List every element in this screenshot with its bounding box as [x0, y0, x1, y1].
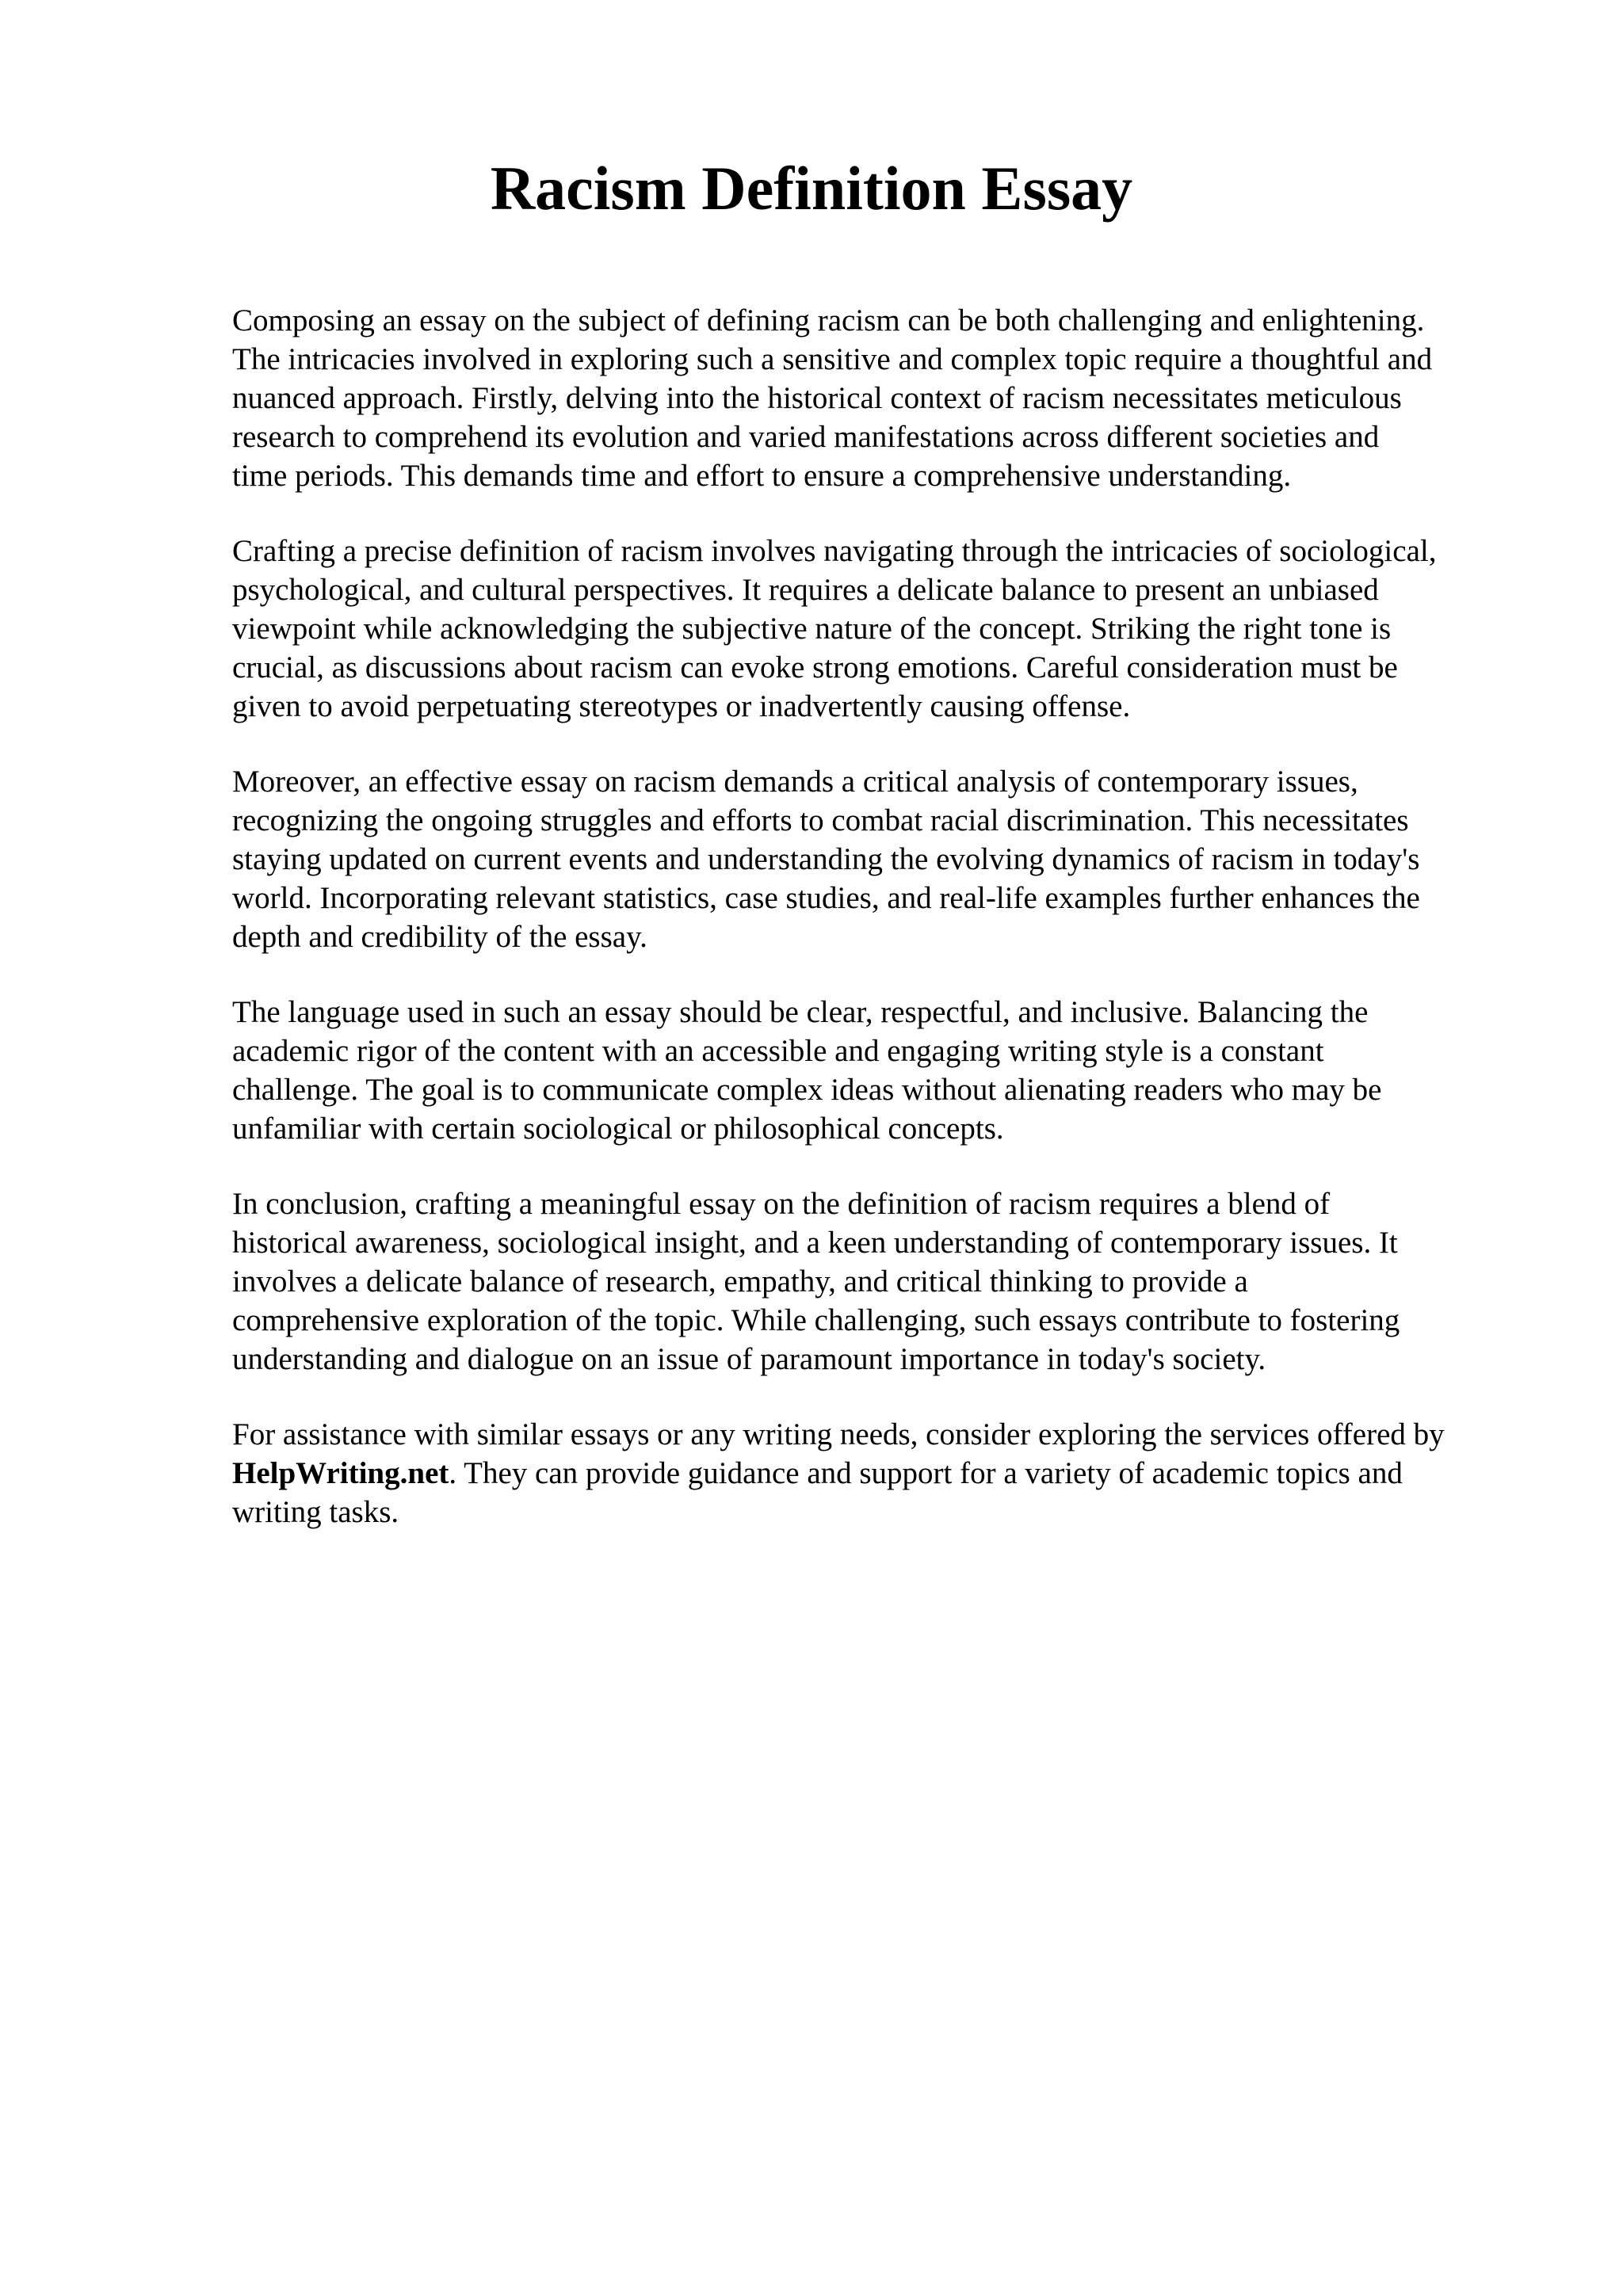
essay-body: [232, 301, 1532, 1568]
closing-continuation: . They can provide guidance and support for a variety of academic topics and: [449, 1456, 1403, 1490]
paragraph-conclusion: [232, 1184, 1532, 1379]
text-line: unfamiliar with certain sociological or philosophical concepts.: [232, 1112, 1004, 1146]
brand-name: HelpWriting.net: [232, 1456, 449, 1490]
text-line: Moreover, an effective essay on racism demands a critical analysis of contemporary issues,: [232, 765, 1358, 799]
text-line: challenge. The goal is to communicate complex ideas without alienating readers who may be: [232, 1073, 1382, 1107]
text-line: For assistance with similar essays or any writing needs, consider exploring the services offered by: [232, 1417, 1445, 1451]
paragraph-closing: [232, 1415, 1532, 1531]
text-line: academic rigor of the content with an accessible and engaging writing style is a constant: [232, 1034, 1324, 1068]
text-line: nuanced approach. Firstly, delving into the historical context of racism necessitates meticulous: [232, 381, 1402, 415]
text-line: Crafting a precise definition of racism involves navigating through the intricacies of sociological,: [232, 534, 1437, 568]
paragraph-language: [232, 993, 1532, 1148]
text-line: In conclusion, crafting a meaningful essay on the definition of racism requires a blend of: [232, 1187, 1331, 1221]
text-line: psychological, and cultural perspectives. It requires a delicate balance to present an unbiased: [232, 573, 1379, 607]
text-line: time periods. This demands time and effort to ensure a comprehensive understanding.: [232, 459, 1292, 493]
text-line: The intricacies involved in exploring such a sensitive and complex topic require a thoughtful and: [232, 342, 1433, 376]
text-line: recognizing the ongoing struggles and efforts to combat racial discrimination. This necessitates: [232, 803, 1409, 837]
text-line: given to avoid perpetuating stereotypes or inadvertently causing offense.: [232, 689, 1131, 723]
paragraph-contemporary: [232, 762, 1532, 956]
text-line: Composing an essay on the subject of defining racism can be both challenging and enlightening.: [232, 303, 1425, 338]
text-line: involves a delicate balance of research, empathy, and critical thinking to provide a: [232, 1264, 1248, 1299]
text-line: The language used in such an essay should be clear, respectful, and inclusive. Balancing the: [232, 995, 1369, 1029]
text-line: [232, 1454, 1532, 1493]
text-line: historical awareness, sociological insight, and a keen understanding of contemporary issues. It: [232, 1226, 1398, 1260]
page-title: Racism Definition Essay: [490, 154, 1133, 223]
text-line: depth and credibility of the essay.: [232, 920, 647, 954]
text-line: understanding and dialogue on an issue of paramount importance in today's society.: [232, 1342, 1266, 1376]
text-line: comprehensive exploration of the topic. While challenging, such essays contribute to fostering: [232, 1303, 1400, 1337]
text-line: staying updated on current events and understanding the evolving dynamics of racism in today's: [232, 842, 1420, 876]
paragraph-intro: [232, 301, 1532, 495]
text-line: writing tasks.: [232, 1495, 399, 1529]
text-line: research to comprehend its evolution and varied manifestations across different societies and: [232, 420, 1380, 454]
text-line: crucial, as discussions about racism can evoke strong emotions. Careful consideration must be: [232, 650, 1398, 685]
paragraph-definition: [232, 532, 1532, 726]
text-line: world. Incorporating relevant statistics, case studies, and real-life examples further enhances the: [232, 881, 1420, 915]
text-line: viewpoint while acknowledging the subjective nature of the concept. Striking the right tone is: [232, 612, 1392, 646]
